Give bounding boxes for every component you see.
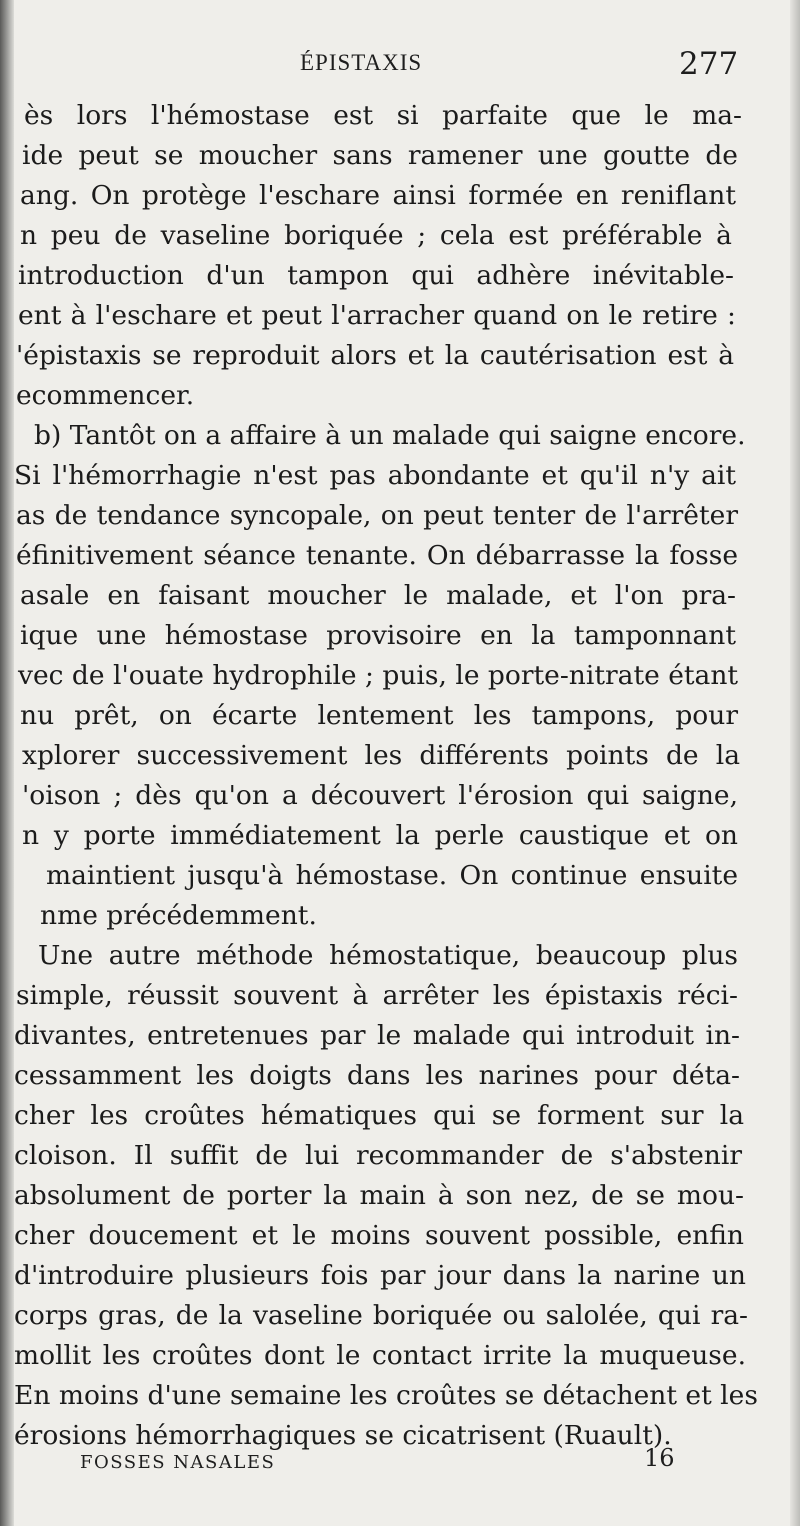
text-line: En moins d'une semaine les croûtes se détachent et les	[14, 1380, 758, 1411]
text-line: n peu de vaseline boriquée ; cela est préférable à	[20, 220, 732, 251]
text-line: cessamment les doigts dans les narines pour déta-	[14, 1060, 740, 1091]
text-line: cher doucement et le moins souvent possible, enfin	[14, 1220, 744, 1251]
text-line: maintient jusqu'à hémostase. On continue ensuite	[46, 860, 738, 891]
text-line: ent à l'eschare et peut l'arracher quand on le retire :	[18, 300, 736, 331]
text-line: b) Tantôt on a affaire à un malade qui saigne encore.	[34, 420, 746, 451]
text-line: absolument de porter la main à son nez, de se mou-	[14, 1180, 744, 1211]
sheet-number: 16	[644, 1444, 675, 1472]
page-header	[0, 46, 800, 86]
scan-left-edge	[0, 0, 14, 1526]
text-line: ecommencer.	[16, 380, 195, 411]
text-line: cher les croûtes hématiques qui se forment sur la	[14, 1100, 744, 1131]
text-line: introduction d'un tampon qui adhère inévitable-	[18, 260, 734, 291]
page-number: 277	[679, 46, 739, 82]
text-line: cloison. Il suffit de lui recommander de s'abstenir	[14, 1140, 742, 1171]
text-line: d'introduire plusieurs fois par jour dans la narine un	[14, 1260, 746, 1291]
text-line: Si l'hémorrhagie n'est pas abondante et qu'il n'y ait	[14, 460, 736, 491]
text-line: ide peut se moucher sans ramener une goutte de	[22, 140, 738, 171]
text-line: asale en faisant moucher le malade, et l'on pra-	[20, 580, 736, 611]
text-line: xplorer successivement les différents points de la	[22, 740, 740, 771]
text-line: n y porte immédiatement la perle caustique et on	[22, 820, 738, 851]
signature-mark: FOSSES NASALES	[80, 1452, 276, 1473]
text-line: vec de l'ouate hydrophile ; puis, le porte-nitrate étant	[18, 660, 739, 691]
text-line: corps gras, de la vaseline boriquée ou salolée, qui ra-	[14, 1300, 748, 1331]
text-line: Une autre méthode hémostatique, beaucoup plus	[38, 940, 738, 971]
running-head: ÉPISTAXIS	[300, 50, 423, 75]
text-line: ès lors l'hémostase est si parfaite que le ma-	[24, 100, 742, 131]
text-line: divantes, entretenues par le malade qui introduit in-	[14, 1020, 740, 1051]
text-line: nu prêt, on écarte lentement les tampons, pour	[20, 700, 738, 731]
text-line: nme précédemment.	[40, 900, 317, 931]
text-line: as de tendance syncopale, on peut tenter de l'arrêter	[16, 500, 738, 531]
text-line: mollit les croûtes dont le contact irrite la muqueuse.	[14, 1340, 746, 1371]
text-line: éfinitivement séance tenante. On débarrasse la fosse	[16, 540, 738, 571]
text-line: 'oison ; dès qu'on a découvert l'érosion qui saigne,	[22, 780, 738, 811]
text-line: ang. On protège l'eschare ainsi formée en reniflant	[20, 180, 736, 211]
text-line: ique une hémostase provisoire en la tamponnant	[20, 620, 736, 651]
text-line: érosions hémorrhagiques se cicatrisent (Ruault).	[14, 1420, 672, 1451]
text-line: 'épistaxis se reproduit alors et la cautérisation est à	[16, 340, 734, 371]
page-footer	[0, 1440, 800, 1480]
text-line: simple, réussit souvent à arrêter les épistaxis réci-	[16, 980, 738, 1011]
scan-right-edge	[790, 0, 800, 1526]
